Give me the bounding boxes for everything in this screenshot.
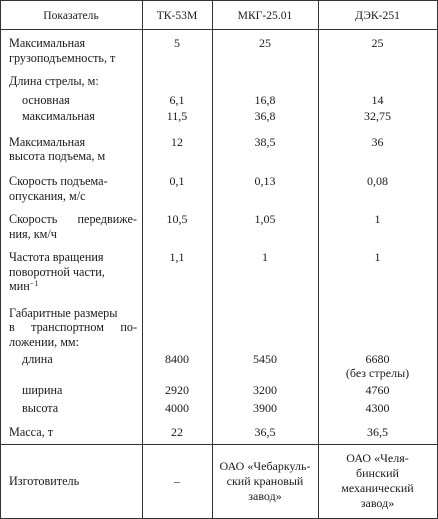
row-boom-max-label: максимальная bbox=[22, 109, 95, 123]
row-lift-height-tk53m: 12 bbox=[171, 135, 183, 149]
row-dims-width-tk53m: 2920 bbox=[165, 383, 189, 397]
maker-top-rule bbox=[0, 444, 438, 445]
row-boom-max-dek251: 32,75 bbox=[364, 109, 391, 123]
row-capacity-label-1: Максимальная bbox=[9, 36, 86, 50]
header-mkg2501: МКГ-25.01 bbox=[237, 9, 293, 22]
row-dims-width-label: ширина bbox=[22, 383, 63, 397]
row-rotation-mkg2501: 1 bbox=[262, 250, 268, 264]
row-mass-tk53m: 22 bbox=[171, 425, 183, 439]
row-capacity-mkg2501: 25 bbox=[259, 36, 271, 50]
row-lift-speed-mkg2501: 0,13 bbox=[254, 174, 276, 188]
row-rotation-label-1: Частота вращения bbox=[9, 250, 104, 264]
row-travel-speed-tk53m: 10,5 bbox=[166, 212, 188, 226]
row-maker-mkg2501-line-1: ОАО «Чебаркуль- bbox=[219, 459, 311, 473]
row-maker-dek251-line-3: механический bbox=[341, 481, 414, 495]
row-dims-length-label: длина bbox=[22, 352, 53, 366]
row-dims-height-tk53m: 4000 bbox=[165, 401, 189, 415]
row-maker-mkg2501-line-3: завод» bbox=[248, 489, 282, 503]
row-capacity-label-2: грузоподъемность, т bbox=[9, 51, 116, 65]
row-dims-label-1: Габаритные размеры bbox=[9, 306, 118, 320]
row-boom-max-mkg2501: 36,8 bbox=[254, 109, 276, 123]
row-rotation-label-3 bbox=[9, 279, 38, 294]
row-maker-dek251-line-2: бинский bbox=[356, 466, 399, 480]
row-dims-label-2: в транспортном по- bbox=[9, 320, 137, 334]
row-dims-label-3: ложении, мм: bbox=[9, 335, 80, 349]
row-boom-main-tk53m: 6,1 bbox=[169, 93, 185, 107]
row-dims-height-dek251: 4300 bbox=[365, 401, 390, 415]
row-lift-speed-label-1: Скорость подъема- bbox=[9, 174, 108, 188]
row-mass-label: Масса, т bbox=[9, 425, 54, 439]
header-bottom-rule bbox=[0, 29, 438, 30]
row-boom-main-label: основная bbox=[22, 93, 70, 107]
row-dims-length-dek251-note: (без стрелы) bbox=[345, 366, 410, 380]
row-maker-dek251-line-1: ОАО «Челя- bbox=[346, 451, 409, 465]
row-maker-label: Изготовитель bbox=[9, 474, 80, 488]
row-travel-speed-dek251: 1 bbox=[374, 212, 381, 226]
row-capacity-tk53m: 5 bbox=[174, 36, 180, 50]
row-lift-height-label-1: Максимальная bbox=[9, 135, 86, 149]
row-travel-speed-label-1: Скорость передвиже- bbox=[9, 212, 137, 226]
row-boom-length-label: Длина стрелы, м: bbox=[9, 74, 99, 88]
row-boom-main-dek251: 14 bbox=[371, 93, 384, 107]
row-lift-speed-tk53m: 0,1 bbox=[169, 174, 185, 188]
row-capacity-dek251: 25 bbox=[371, 36, 384, 50]
table-top-rule bbox=[0, 0, 438, 1]
row-dims-length-dek251: 6680 bbox=[365, 352, 390, 366]
row-dims-width-dek251: 4760 bbox=[365, 383, 390, 397]
row-rotation-dek251: 1 bbox=[374, 250, 381, 264]
row-rotation-unit-exponent: −1 bbox=[29, 279, 39, 288]
row-maker-mkg2501-line-2: ский крановый bbox=[226, 474, 304, 488]
row-rotation-unit: мин bbox=[9, 279, 30, 293]
header-tk53m: ТК-53М bbox=[156, 9, 198, 22]
row-boom-max-tk53m: 11,5 bbox=[166, 109, 188, 123]
row-travel-speed-mkg2501: 1,05 bbox=[254, 212, 276, 226]
header-dek251: ДЭК-251 bbox=[355, 9, 400, 22]
row-lift-height-label-2: высота подъема, м bbox=[9, 149, 106, 163]
row-dims-height-label: высота bbox=[22, 401, 59, 415]
row-dims-length-mkg2501: 5450 bbox=[253, 352, 277, 366]
row-dims-width-mkg2501: 3200 bbox=[253, 383, 277, 397]
row-mass-dek251: 36,5 bbox=[367, 425, 388, 439]
row-mass-mkg2501: 36,5 bbox=[254, 425, 276, 439]
row-dims-length-tk53m: 8400 bbox=[165, 352, 189, 366]
row-dims-height-mkg2501: 3900 bbox=[253, 401, 277, 415]
row-boom-main-mkg2501: 16,8 bbox=[254, 93, 276, 107]
row-lift-speed-label-2: опускания, м/с bbox=[9, 189, 86, 203]
row-lift-height-mkg2501: 38,5 bbox=[254, 135, 276, 149]
row-lift-height-dek251: 36 bbox=[371, 135, 384, 149]
left-border bbox=[0, 0, 1, 519]
row-rotation-label-2: поворотной части, bbox=[9, 265, 105, 279]
row-lift-speed-dek251: 0,08 bbox=[367, 174, 388, 188]
row-travel-speed-label-2: ния, км/ч bbox=[9, 227, 57, 241]
row-rotation-tk53m: 1,1 bbox=[169, 250, 185, 264]
row-maker-dek251-line-4: завод» bbox=[360, 496, 395, 510]
row-maker-tk53m: – bbox=[174, 474, 180, 488]
header-parameter: Показатель bbox=[43, 9, 99, 22]
